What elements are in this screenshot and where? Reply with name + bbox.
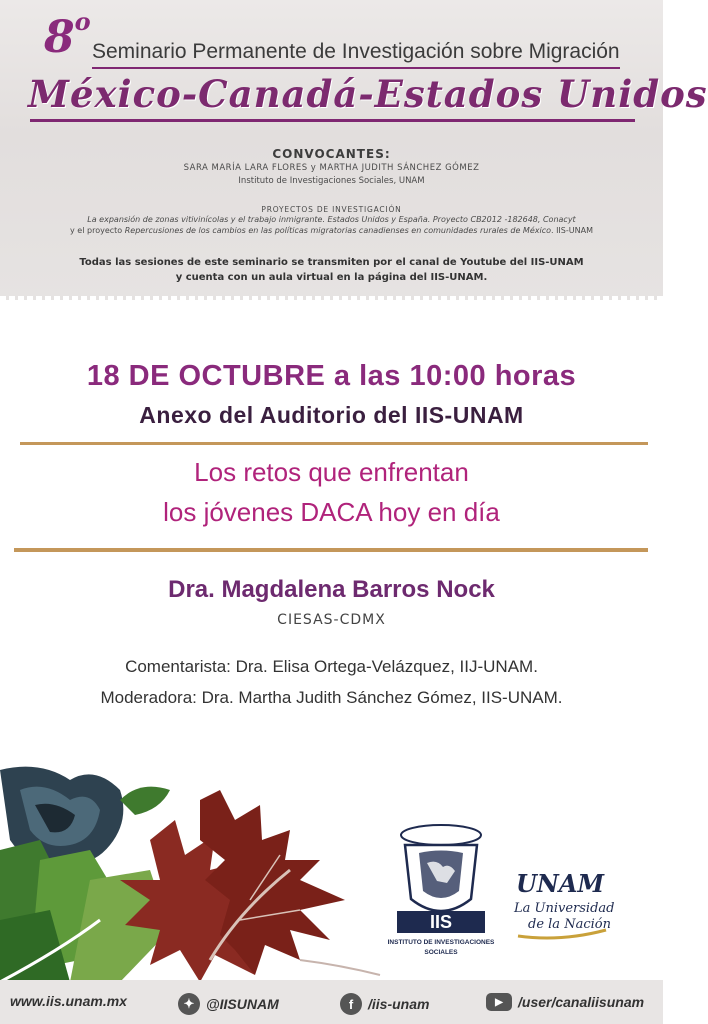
sessions-note: y cuenta con un aula virtual en la página del IIS-UNAM. [175, 272, 488, 283]
youtube-icon: ▶ [486, 993, 512, 1011]
header-divider [92, 67, 620, 69]
talk-title: Los retos que enfrentan [194, 457, 469, 487]
website-link[interactable]: www.iis.unam.mx [10, 993, 127, 1009]
divider [14, 548, 648, 552]
twitter-link[interactable]: ✦ @IISUNAM [178, 993, 279, 1015]
youtube-link[interactable]: ▶ /user/canaliisunam [486, 993, 644, 1011]
svg-text:SOCIALES: SOCIALES [424, 949, 458, 956]
unam-shield-logo [387, 823, 495, 957]
seminar-title: Seminario Permanente de Investigación sobre Migración [92, 40, 620, 63]
decorative-art [0, 760, 380, 982]
svg-text:UNAM: UNAM [516, 869, 605, 898]
convocantes-institution: Instituto de Investigaciones Sociales, UNAM [238, 176, 425, 186]
moderator: Moderadora: Dra. Martha Judith Sánchez Gómez, IIS-UNAM. [100, 688, 563, 707]
facebook-link[interactable]: f /iis-unam [340, 993, 429, 1015]
svg-text:IIS: IIS [429, 912, 453, 932]
commentator: Comentarista: Dra. Elisa Ortega-Velázquez, IIJ-UNAM. [125, 657, 538, 676]
proyecto-1: La expansión de zonas vitivinícolas y el trabajo inmigrante. Estados Unidos y España. Proyecto CB2012 -182648, Conacyt [87, 215, 576, 224]
speaker-name: Dra. Magdalena Barros Nock [168, 576, 495, 603]
region-title: México-Canadá-Estados Unidos [28, 72, 708, 116]
header-divider [30, 119, 635, 122]
sessions-note: Todas las sesiones de este seminario se transmiten por el canal de Youtube del IIS-UNAM [79, 257, 584, 268]
convocantes-title: CONVOCANTES: [272, 147, 391, 161]
twitter-icon: ✦ [178, 993, 200, 1015]
speaker-affiliation: CIESAS-CDMX [277, 612, 386, 628]
unam-slogan-logo [506, 864, 616, 944]
talk-title: los jóvenes DACA hoy en día [163, 497, 500, 527]
edition-number: 8$^o$ [44, 7, 91, 63]
svg-text:de la Nación: de la Nación [528, 917, 611, 932]
event-venue: Anexo del Auditorio del IIS-UNAM [139, 402, 524, 428]
convocantes-names: SARA MARÍA LARA FLORES y MARTHA JUDITH SÁNCHEZ GÓMEZ [183, 163, 480, 173]
event-date: 18 DE OCTUBRE a las 10:00 horas [86, 360, 577, 392]
divider [20, 442, 648, 445]
proyecto-2: y el proyecto Repercusiones de los cambios en las políticas migratorias canadienses en comunidades rurales de México. IIS-UNAM [70, 226, 593, 235]
svg-text:La Universidad: La Universidad [514, 901, 615, 916]
svg-text:INSTITUTO DE INVESTIGACIONES: INSTITUTO DE INVESTIGACIONES [387, 939, 495, 946]
proyectos-title: PROYECTOS DE INVESTIGACIÓN [261, 205, 402, 214]
facebook-icon: f [340, 993, 362, 1015]
